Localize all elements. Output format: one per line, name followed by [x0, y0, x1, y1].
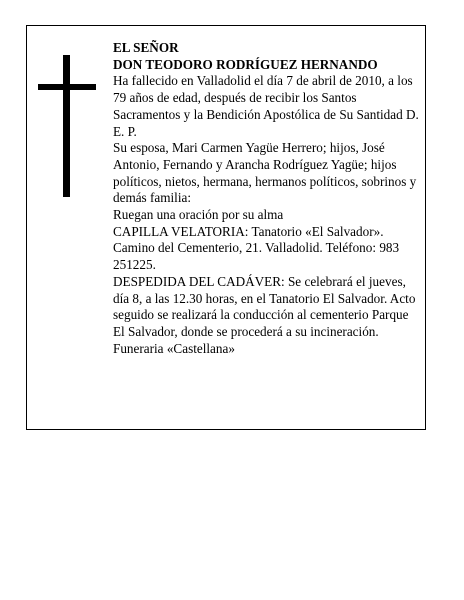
- prayer-request: Ruegan una oración por su alma: [113, 207, 284, 223]
- heading-title: EL SEÑOR: [113, 40, 179, 55]
- funeral-service-info: DESPEDIDA DEL CADÁVER: Se celebrará el jueves, día 8, a las 12.30 horas, en el Tanatorio El Salvador. Acto seguido se realizará la conducción al cementerio Parque El Salvador, donde se procederá a su incineración.: [113, 273, 416, 339]
- death-announcement: Ha fallecido en Valladolid el día 7 de abril de 2010, a los 79 años de edad, después de recibir los Santos Sacramentos y la Bendición Apostólica de Su Santidad D. E. P.: [113, 73, 419, 139]
- family-list: Su esposa, Mari Carmen Yagüe Herrero; hijos, José Antonio, Fernando y Arancha Rodríguez Yagüe; hijos políticos, nietos, hermana, hermanos políticos, sobrinos y demás familia:: [113, 140, 417, 206]
- funeral-home: Funeraria «Castellana»: [113, 340, 235, 356]
- cross-icon: [38, 55, 96, 197]
- deceased-name: DON TEODORO RODRÍGUEZ HERNANDO: [113, 56, 378, 72]
- wake-chapel-info: CAPILLA VELATORIA: Tanatorio «El Salvador». Camino del Cementerio, 21. Valladolid. Teléfono: 983 251225.: [113, 223, 400, 273]
- cross-vertical-bar: [63, 55, 70, 197]
- obituary-text: [113, 40, 419, 357]
- cross-horizontal-bar: [38, 84, 96, 90]
